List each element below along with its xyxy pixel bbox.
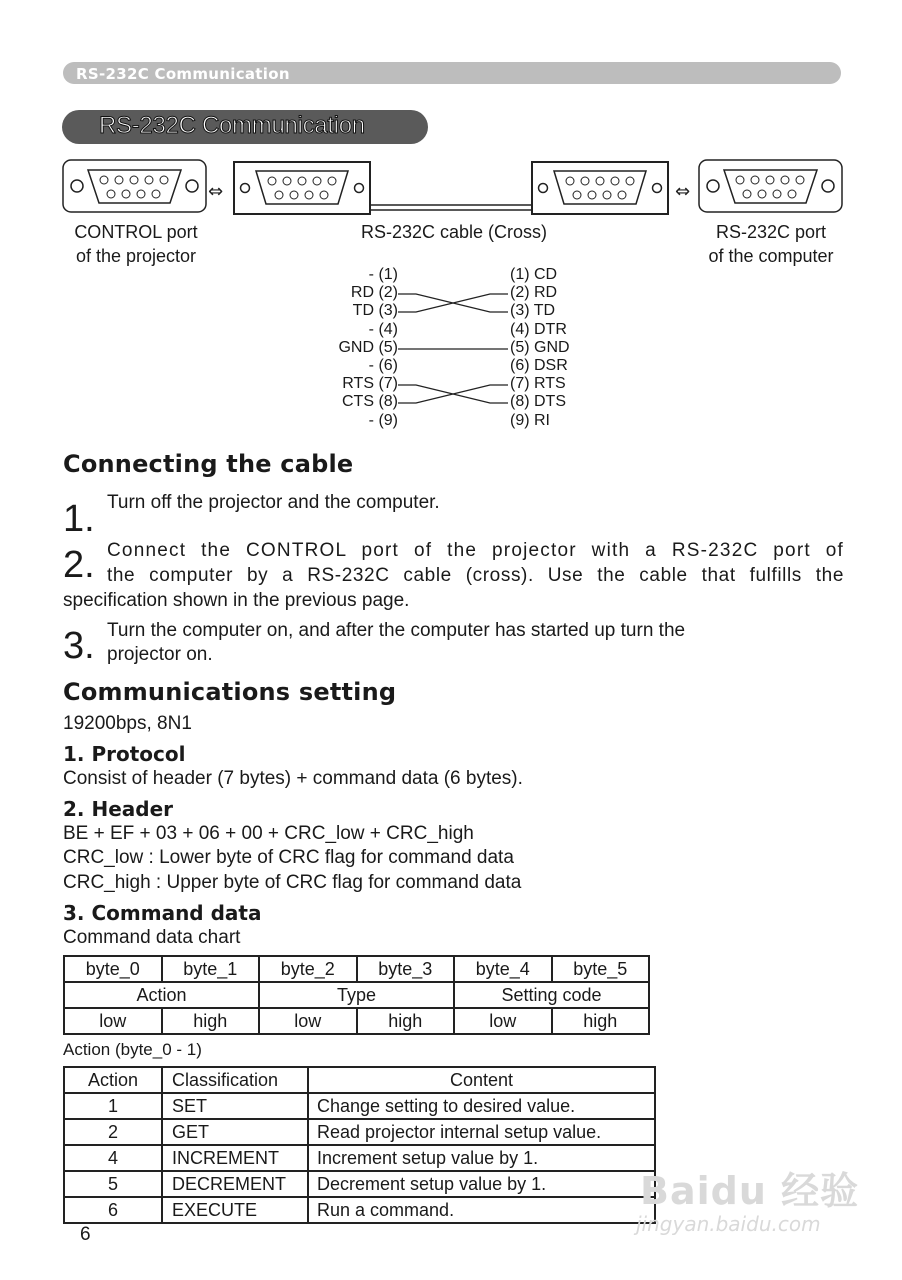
table-cell: byte_1 — [162, 956, 260, 982]
pin-label: TD (3) — [352, 302, 398, 320]
pin-label: RTS (7) — [342, 375, 398, 393]
watermark-url: jingyan.baidu.com — [636, 1212, 821, 1236]
header-bar — [63, 62, 841, 84]
cable-plug-left — [234, 162, 370, 214]
wire-cts-rts — [398, 385, 508, 403]
computer-port-caption: RS-232C port of the computer — [708, 222, 834, 266]
table-cell: Change setting to desired value. — [308, 1093, 655, 1119]
action-table-caption: Action (byte_0 - 1) — [63, 1040, 202, 1059]
connecting-heading: Connecting the cable — [63, 450, 354, 478]
action-table — [63, 1066, 656, 1224]
pin-label: - (9) — [368, 411, 398, 429]
table-cell: Read projector internal setup value. — [308, 1119, 655, 1145]
pin-label: GND (5) — [338, 338, 398, 356]
table-cell: 1 — [64, 1093, 162, 1119]
table-row — [64, 982, 649, 1008]
header-line-2: CRC_low : Lower byte of CRC flag for command data — [63, 847, 514, 868]
wire-td-rd — [398, 294, 508, 312]
table-header-row — [64, 1067, 655, 1093]
pin-label: RD (2) — [350, 284, 398, 302]
table-cell: byte_4 — [454, 956, 552, 982]
table-cell: high — [162, 1008, 260, 1034]
header-heading: 2. Header — [63, 797, 174, 821]
protocol-text: Consist of header (7 bytes) + command data (6 bytes). — [63, 768, 523, 789]
table-cell: 2 — [64, 1119, 162, 1145]
cable-caption: RS-232C cable (Cross) — [360, 222, 548, 242]
communications-heading: Communications setting — [63, 678, 397, 706]
table-cell: INCREMENT — [162, 1145, 308, 1171]
table-row — [64, 1008, 649, 1034]
table-cell: low — [454, 1008, 552, 1034]
connector-diagram — [0, 150, 902, 230]
header-bar-label: RS-232C Communication — [76, 65, 290, 83]
wiring-lines — [396, 266, 512, 436]
table-cell: high — [552, 1008, 650, 1034]
step-2-line-2: the computer by a RS-232C cable (cross). Use the cable that fulfills the — [107, 565, 844, 586]
table-cell: high — [357, 1008, 455, 1034]
computer-port-connector — [699, 160, 842, 212]
watermark-logo: Baidu 经验 — [640, 1169, 860, 1213]
pin-label: (9) RI — [510, 411, 550, 429]
pin-label: - (1) — [368, 266, 398, 283]
cable-plug-right — [532, 162, 668, 214]
table-cell: byte_5 — [552, 956, 650, 982]
pin-label: (6) DSR — [510, 357, 568, 375]
step-1-text: Turn off the projector and the computer. — [107, 492, 440, 513]
table-cell: byte_0 — [64, 956, 162, 982]
left-pin-list — [300, 266, 398, 430]
right-pin-list — [510, 266, 620, 430]
command-byte-table — [63, 955, 650, 1035]
table-row — [64, 1171, 655, 1197]
table-cell: Decrement setup value by 1. — [308, 1171, 655, 1197]
section-title-pill — [62, 110, 428, 144]
column-header: Action — [64, 1067, 162, 1093]
pin-label: (5) GND — [510, 338, 570, 356]
pin-label: - (4) — [368, 320, 398, 338]
pin-label: (7) RTS — [510, 375, 566, 393]
control-port-caption: CONTROL port of the projector — [74, 222, 198, 266]
header-line-1: BE + EF + 03 + 06 + 00 + CRC_low + CRC_high — [63, 823, 474, 844]
table-cell: 4 — [64, 1145, 162, 1171]
cable-line — [370, 205, 532, 210]
step-3-line-2: projector on. — [107, 644, 213, 665]
table-cell: low — [64, 1008, 162, 1034]
column-header: Classification — [162, 1067, 308, 1093]
step-2-line-3: specification shown in the previous page. — [63, 590, 410, 611]
table-row — [64, 956, 649, 982]
step-2-number: 2. — [63, 544, 95, 586]
table-row — [64, 1197, 655, 1223]
section-title: RS-232C Communication — [99, 112, 365, 139]
table-cell: Run a command. — [308, 1197, 655, 1223]
table-cell: DECREMENT — [162, 1171, 308, 1197]
pin-label: (8) DTS — [510, 393, 566, 411]
table-cell: byte_2 — [259, 956, 357, 982]
table-cell: EXECUTE — [162, 1197, 308, 1223]
command-data-heading: 3. Command data — [63, 901, 262, 925]
pin-label: (1) CD — [510, 266, 558, 283]
table-cell: Type — [259, 982, 454, 1008]
table-cell: 6 — [64, 1197, 162, 1223]
connect-arrow-right-icon: ⇔ — [675, 181, 691, 202]
connect-arrow-left-icon: ⇔ — [208, 181, 224, 202]
header-line-3: CRC_high : Upper byte of CRC flag for command data — [63, 872, 522, 893]
table-row — [64, 1145, 655, 1171]
table-cell: GET — [162, 1119, 308, 1145]
control-port-connector — [63, 160, 206, 212]
step-2-line-1: Connect the CONTROL port of the projector with a RS-232C port of — [107, 540, 844, 561]
baud-setting: 19200bps, 8N1 — [63, 713, 192, 734]
table-cell: 5 — [64, 1171, 162, 1197]
column-header: Content — [308, 1067, 655, 1093]
pin-label: - (6) — [368, 357, 398, 375]
table-cell: byte_3 — [357, 956, 455, 982]
table-cell: low — [259, 1008, 357, 1034]
table-cell: Increment setup value by 1. — [308, 1145, 655, 1171]
step-1-number: 1. — [63, 498, 95, 540]
command-chart-caption: Command data chart — [63, 927, 241, 948]
pin-label: (3) TD — [510, 302, 556, 320]
page-number: 6 — [80, 1224, 91, 1245]
table-cell: Action — [64, 982, 259, 1008]
step-3-line-1: Turn the computer on, and after the computer has started up turn the — [107, 620, 686, 641]
protocol-heading: 1. Protocol — [63, 742, 186, 766]
pin-label: (4) DTR — [510, 320, 567, 338]
pin-label: (2) RD — [510, 284, 558, 302]
pin-label: CTS (8) — [342, 393, 398, 411]
step-3-number: 3. — [63, 625, 95, 667]
table-cell: Setting code — [454, 982, 649, 1008]
table-cell: SET — [162, 1093, 308, 1119]
table-row — [64, 1093, 655, 1119]
table-row — [64, 1119, 655, 1145]
